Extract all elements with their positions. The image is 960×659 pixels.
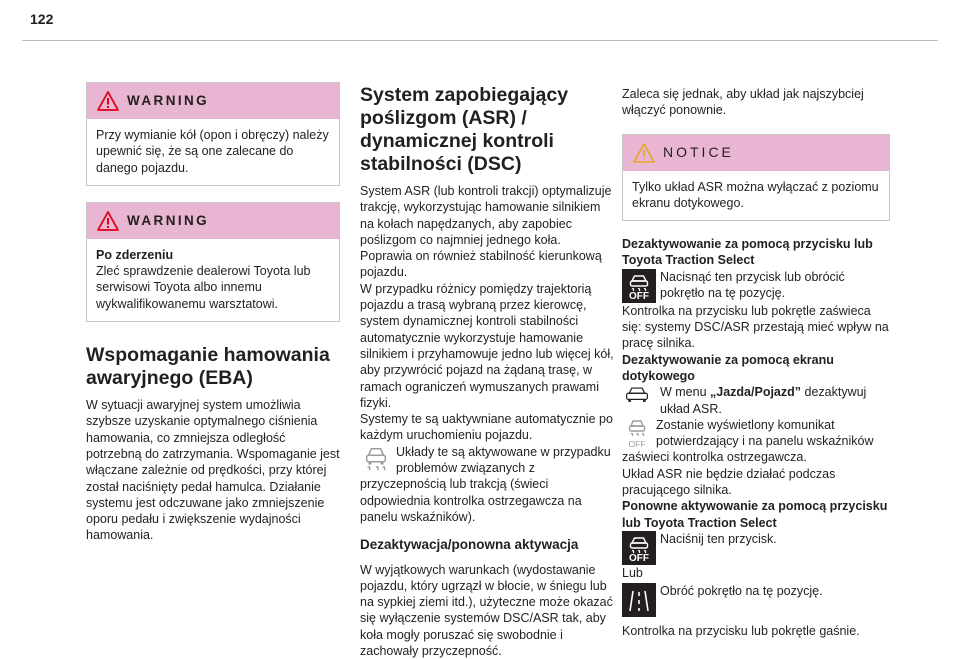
notice-title: NOTICE	[663, 144, 734, 161]
button-deactivation-result: Kontrolka na przycisku lub pokrętle zaświeca się: systemy DSC/ASR przestają mieć wpływ na pracę silnika.	[622, 303, 889, 351]
indicator-off-text: Kontrolka na przycisku lub pokrętle gaśnie.	[622, 624, 860, 639]
menu-instruction	[622, 384, 890, 417]
dial-text: Obróć pokrętło na tę pozycję.	[660, 584, 823, 599]
warning-text: Przy wymianie kół (opon i obręczy) należy upewnić się, że są one zalecane do danego pojazdu.	[96, 128, 329, 175]
warning-header	[87, 83, 339, 119]
button-deactivation-text: Nacisnąć ten przycisk lub obrócić pokrętło na tę pozycję.	[660, 269, 845, 301]
dial-item	[622, 583, 890, 617]
warning-triangle-icon	[97, 211, 119, 231]
deactivation-subheading: Dezaktywacja/ponowna aktywacja	[360, 537, 579, 553]
warning-triangle-icon	[633, 143, 655, 163]
warning-title: WARNING	[127, 212, 210, 228]
warning-box-collision	[86, 202, 340, 322]
page-number: 122	[30, 11, 54, 27]
off-label: OFF	[629, 290, 649, 302]
skid-car-icon	[362, 444, 390, 474]
asr-off-button-icon	[622, 269, 656, 303]
asr-off-warning-icon	[622, 417, 652, 449]
asr-off-button-item	[622, 269, 890, 302]
traction-dial-icon	[622, 583, 656, 617]
warning-bold-line: Po zderzeniu	[96, 247, 174, 262]
button-deactivation-heading: Dezaktywowanie za pomocą przycisku lub Toyota Traction Select	[622, 237, 873, 268]
column-middle	[360, 84, 616, 659]
warning-title: WARNING	[127, 92, 210, 108]
confirmation-text: Zostanie wyświetlony komunikat potwierdzający i na panelu wskaźników zaświeci kontrolka ostrzegawcza.	[622, 417, 874, 465]
asr-dsc-heading: System zapobiegający poślizgom (ASR) / dynamicznej kontroli stabilności (DSC)	[360, 84, 569, 175]
off-label: OFF	[629, 552, 649, 564]
traction-warning-text: Układy te są aktywowane w przypadku problemów związanych z przyczepnością lub trakcją (świeci odpowiednia kontrolka ostrzegawcza na panelu wskaźników).	[360, 444, 611, 524]
warning-body	[87, 119, 339, 185]
confirmation-item	[622, 417, 890, 466]
asr-paragraph: System ASR (lub kontroli trakcji) optymalizuje trakcję, wykorzystując hamowanie silnikiem na kołach napędzanych, aby zapobiec poślizgom co najmniej jednego koła. Poprawia on również stabilność kierunkową pojazdu.	[360, 184, 612, 280]
notice-header	[623, 135, 889, 171]
eba-paragraph: W sytuacji awaryjnej system umożliwia szybsze uzyskanie optymalnego ciśnienia hamowania, co zmniejsza odległość potrzebną do zatrzymania. Wspomaganie jest włączane zależnie od prędkości, przy której został naciśnięty pedał hamulca. Działanie systemu jest odczuwane jako zmniejszenie oporu pedału i zwiększenie wydajności hamowania.	[86, 398, 340, 543]
asr-inactive-note: Układ ASR nie będzie działać podczas pracującego silnika.	[622, 466, 836, 498]
column-right	[622, 86, 890, 640]
menu-item	[622, 384, 890, 417]
notice-text: Tylko układ ASR można wyłączać z poziomu ekranu dotykowego.	[632, 179, 879, 210]
menu-name: „Jazda/Pojazd”	[710, 385, 802, 400]
column-left	[86, 82, 340, 544]
warning-header	[87, 203, 339, 239]
car-menu-icon	[624, 385, 650, 405]
asr-off-button-icon	[622, 531, 656, 565]
activation-paragraph: Systemy te są uaktywniane automatycznie po każdym uruchomieniu pojazdu.	[360, 412, 613, 443]
notice-box	[622, 134, 890, 222]
warning-box-tires	[86, 82, 340, 186]
notice-body	[623, 171, 889, 221]
press-button-text: Naciśnij ten przycisk.	[660, 531, 777, 546]
press-button-item	[622, 531, 890, 565]
deactivation-paragraph: W wyjątkowych warunkach (wydostawanie pojazdu, który ugrzązł w błocie, w śniegu lub na sypkiej ziemi itd.), użyteczne może okazać się wyłączenie systemów DSC/ASR tak, aby koła mogły poruszać się swobodnie i zachowały przyczepność.	[360, 562, 613, 659]
traction-warning-item	[360, 444, 616, 525]
warning-triangle-icon	[97, 91, 119, 111]
warning-body	[87, 239, 339, 321]
menu-prefix: W menu	[660, 385, 711, 400]
or-text: Lub	[622, 565, 643, 580]
reactivate-advice: Zaleca się jednak, aby układ jak najszybciej włączyć ponownie.	[622, 87, 864, 118]
button-reactivation-heading: Ponowne aktywowanie za pomocą przycisku lub Toyota Traction Select	[622, 499, 888, 530]
off-label: OFF	[628, 438, 646, 449]
top-divider	[22, 40, 938, 41]
warning-text: Zleć sprawdzenie dealerowi Toyota lub serwisowi Toyota albo innemu wykwalifikowanemu warsztatowi.	[96, 264, 311, 311]
touchscreen-deactivation-heading: Dezaktywowanie za pomocą ekranu dotykowego	[622, 352, 834, 383]
dsc-paragraph: W przypadku różnicy pomiędzy trajektorią pojazdu a trasą wybraną przez kierowcę, system dynamicznej kontroli stabilności automatycznie wykorzystuje hamowanie silnikiem i przyhamowuje jedno lub więcej kół, aby przywrócić pojazd na żądaną trasę, w ramach ograniczeń wymuszanych prawami fizyki.	[360, 281, 614, 410]
eba-heading: Wspomaganie hamowania awaryjnego (EBA)	[86, 344, 330, 390]
menu-suffix: dezaktywuj układ ASR.	[660, 385, 867, 416]
